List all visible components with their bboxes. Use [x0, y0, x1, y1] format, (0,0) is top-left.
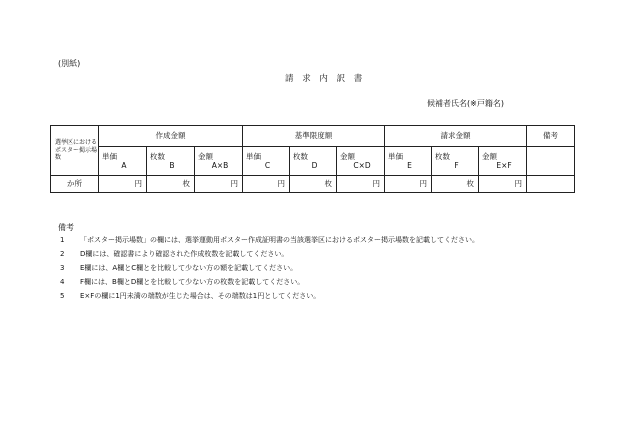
document-title: 請 求 内 訳 書	[285, 74, 366, 84]
subhead-cell	[195, 147, 243, 176]
count-d-cell[interactable]	[290, 176, 337, 193]
note-item	[60, 249, 288, 259]
note-number: 1	[60, 236, 65, 244]
note-text: D欄には、確認書により確認された作成枚数を記載してください。	[80, 250, 289, 258]
note-item	[60, 235, 479, 245]
unit-label: か所	[67, 179, 82, 189]
subhead-letter: D	[311, 161, 318, 170]
subhead-label: 金額	[482, 151, 498, 161]
subhead-label: 金額	[198, 151, 213, 161]
note-number: 5	[60, 292, 65, 300]
unit-label: 円	[372, 179, 381, 189]
remarks-cell[interactable]	[527, 176, 575, 193]
row-header-line-2: ポスター掲示場数	[55, 146, 98, 162]
group-header-standard-limit: 基準限度額	[243, 126, 385, 147]
subhead-label: 金額	[340, 151, 356, 161]
subhead-label: 単価	[246, 151, 262, 161]
note-item	[60, 277, 304, 287]
subhead-cell	[479, 147, 527, 176]
subhead-letter: C×D	[353, 161, 371, 170]
unit-price-e-cell[interactable]	[385, 176, 432, 193]
row-header-cell	[51, 126, 99, 176]
subhead-label: 枚数	[435, 151, 451, 161]
subhead-letter: A	[121, 161, 127, 170]
subhead-cell	[290, 147, 337, 176]
unit-label: 枚	[466, 179, 475, 189]
unit-label: 円	[230, 179, 239, 189]
notes-heading: 備考	[58, 223, 74, 232]
subhead-cell	[337, 147, 385, 176]
unit-label: 円	[419, 179, 428, 189]
note-text: 「ポスター掲示場数」の欄には、選挙運動用ポスター作成証明書の当該選挙区におけるポスター掲示場数を記載してください。	[80, 236, 479, 244]
group-header-claim-amount: 請求金額	[385, 126, 527, 147]
unit-label: 円	[134, 179, 142, 189]
count-f-cell[interactable]	[432, 176, 479, 193]
row-header-line-1: 選挙区における	[55, 139, 98, 147]
subhead-cell	[147, 147, 195, 176]
unit-label: 枚	[324, 179, 333, 189]
unit-price-a-cell[interactable]	[99, 176, 147, 193]
amount-cxd-cell[interactable]	[337, 176, 385, 193]
group-header-remarks: 備考	[527, 126, 575, 147]
request-breakdown-table	[50, 125, 575, 193]
subhead-label: 単価	[388, 151, 404, 161]
subhead-label: 単価	[102, 151, 117, 161]
subhead-label: 枚数	[150, 151, 165, 161]
note-text: E×Fの欄に1円未満の端数が生じた場合は、その端数は1円としてください。	[80, 292, 321, 300]
subhead-cell	[385, 147, 432, 176]
subhead-letter: F	[454, 161, 459, 170]
subhead-letter: E×F	[496, 161, 512, 170]
group-header-creation-amount: 作成金額	[99, 126, 243, 147]
subhead-cell	[99, 147, 147, 176]
subhead-letter: B	[169, 161, 175, 170]
subhead-cell	[432, 147, 479, 176]
subhead-letter: E	[407, 161, 412, 170]
count-b-cell[interactable]	[147, 176, 195, 193]
amount-exf-cell[interactable]	[479, 176, 527, 193]
unit-price-c-cell[interactable]	[243, 176, 290, 193]
subhead-letter: C	[264, 161, 271, 170]
note-item	[60, 291, 320, 301]
subhead-cell	[243, 147, 290, 176]
subhead-letter: A×B	[211, 161, 229, 170]
unit-label: 枚	[182, 179, 190, 189]
candidate-name-label: 候補者氏名(※戸籍名)	[427, 99, 504, 108]
note-text: F欄には、B欄とD欄とを比較して少ない方の枚数を記載してください。	[80, 278, 305, 286]
note-text: E欄には、A欄とC欄とを比較して少ない方の額を記載してください。	[80, 264, 298, 272]
subhead-label: 枚数	[293, 151, 309, 161]
unit-label: 円	[277, 179, 286, 189]
unit-label: 円	[514, 179, 523, 189]
note-number: 4	[60, 278, 65, 286]
note-number: 2	[60, 250, 65, 258]
remarks-subhead-cell	[527, 147, 575, 176]
note-number: 3	[60, 264, 65, 272]
annex-label: (別紙)	[58, 59, 81, 68]
place-count-cell[interactable]	[51, 176, 99, 193]
note-item	[60, 263, 297, 273]
amount-axb-cell[interactable]	[195, 176, 243, 193]
